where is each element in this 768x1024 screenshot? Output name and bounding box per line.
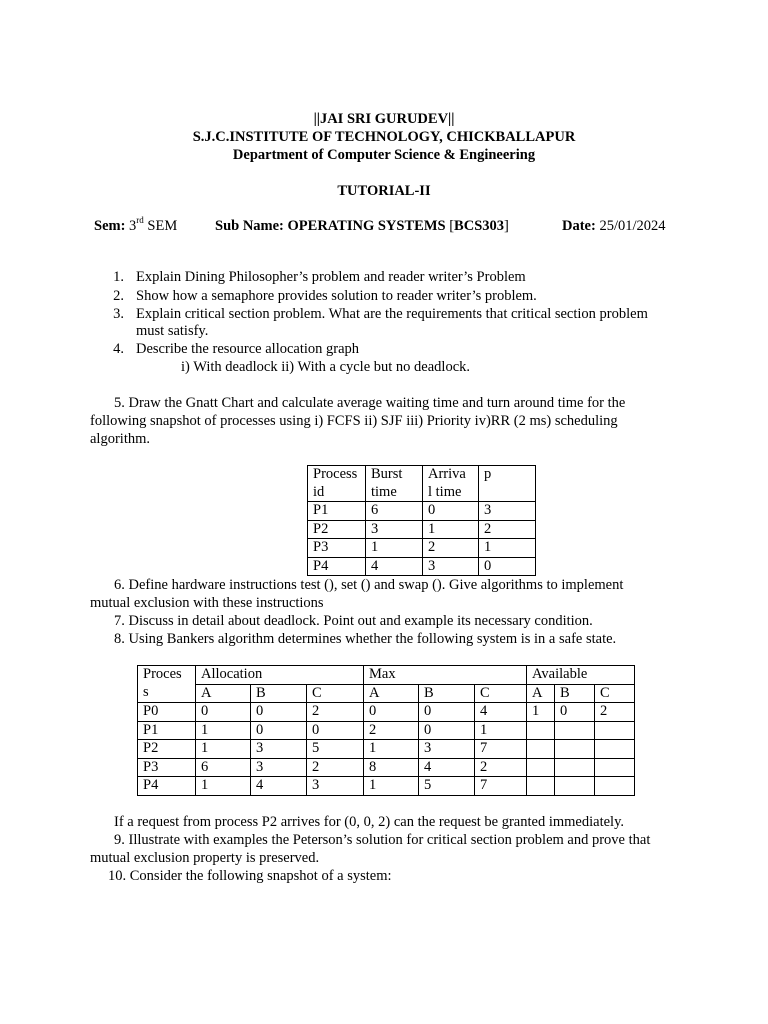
- table-row: P3 1 2 1: [308, 539, 536, 558]
- q9-line1: 9. Illustrate with examples the Peterson’s solution for critical section problem and prove that: [114, 832, 651, 848]
- header-cell: Available: [527, 666, 635, 685]
- list-item-sub: i) With deadlock ii) With a cycle but no deadlock.: [181, 359, 471, 375]
- q9-line2: mutual exclusion property is preserved.: [90, 850, 320, 866]
- date-label: Date:: [562, 218, 596, 234]
- subject-code: BCS303: [454, 218, 505, 234]
- table-row: P4 4 3 0: [308, 557, 536, 576]
- sem-number: 3: [129, 218, 137, 234]
- header-cell: Allocation: [196, 666, 364, 685]
- header-cell: Proces s: [138, 666, 196, 703]
- q7-text: 7. Discuss in detail about deadlock. Point out and example its necessary condition.: [114, 613, 593, 629]
- subject-info: [215, 217, 509, 235]
- semester-info: [94, 217, 177, 235]
- header-cell: p: [479, 466, 536, 502]
- table-row: P1 6 0 3: [308, 502, 536, 521]
- department-name: Department of Computer Science & Engineering: [232, 147, 536, 163]
- table-row: P3 6 3 2 8 4 2: [138, 758, 635, 777]
- header-cell: Arriva l time: [423, 466, 479, 502]
- q5-line1: 5. Draw the Gnatt Chart and calculate average waiting time and turn around time for the: [114, 395, 626, 411]
- header-cell: Process id: [308, 466, 366, 502]
- table-row: P2 3 1 2: [308, 520, 536, 539]
- request-question: If a request from process P2 arrives for (0, 0, 2) can the request be granted immediately.: [114, 814, 624, 830]
- table-header-row: [138, 666, 635, 685]
- subject-label: Sub Name: OPERATING SYSTEMS: [215, 218, 446, 234]
- sem-superscript: rd: [136, 215, 144, 226]
- header-cell: Burst time: [366, 466, 423, 502]
- date-value: 25/01/2024: [595, 218, 666, 234]
- table-row: P0 0 0 2 0 0 4 1 0 2: [138, 703, 635, 722]
- date-info: [562, 217, 666, 235]
- subject-code-close: ]: [504, 218, 509, 234]
- table-header-row: [308, 466, 536, 502]
- q8-text: 8. Using Bankers algorithm determines whether the following system is in a safe state.: [114, 631, 617, 647]
- sem-suffix: SEM: [143, 218, 178, 234]
- table-row: P1 1 0 0 2 0 1: [138, 721, 635, 740]
- table-subheader-row: A B C A B C A B C: [138, 684, 635, 703]
- tutorial-title: TUTORIAL-II: [337, 183, 431, 199]
- subject-code-open: [: [445, 218, 455, 234]
- document-page: ||JAI SRI GURUDEV|| S.J.C.INSTITUTE OF TECHNOLOGY, CHICKBALLAPUR Department of Computer Science & Engineering TUTORIAL-II Sem: 3rd SEM Sub Name: OPERATING SYSTEMS [BCS303] Date: 25/01/2024 1. Explain Dining Philosopher’s problem and reader writer’s Problem 2. Show how a semaphore provides solution to reader writer’s problem. 3. Explain critical section problem. What are the requirements that critical section problem must satisfy. 4. Describe the resource allocation graph i) With deadlock ii) With a cycle but no deadlock. 5. Draw the Gnatt Chart and calculate average waiting time and turn around time for the following snapshot of processes using i) FCFS ii) SJF iii) Priority iv)RR (2 ms) scheduling algorithm. Process id Burst time Arriva l time p P1 6 0 3 P2 3 1 2 P3 1 2 1 P4 4 3 0 6. Define hardware instructions test (), set () and swap (). Give algorithms to implement mutual exclusion with these instructions 7. Discuss in detail about deadlock. Point out and example its necessary condition. 8. Using Bankers algorithm determines whether the following system is in a safe state. Proces s Allocation Max Available A B C A B C A B C P0 0 0 2 0 0 4 1 0 2 P1 1 0 0 2 0 1 P2 1 3 5 1 3 7 P3 6 3 2 8 4 2 P4 1 4 3 1 5 7 If a request from process P2 arrives for (0, 0, 2) can the request be granted immediately. 9. Illustrate with examples the Peterson’s solution for critical section problem and prove that mutual exclusion property is preserved. 10. Consider the following snapshot of a system:: [0, 0, 768, 1024]
- table-row: P4 1 4 3 1 5 7: [138, 777, 635, 796]
- q10-text: 10. Consider the following snapshot of a system:: [108, 868, 392, 884]
- institute-name: S.J.C.INSTITUTE OF TECHNOLOGY, CHICKBALLAPUR: [192, 129, 576, 145]
- q5-line2: following snapshot of processes using i) FCFS ii) SJF iii) Priority iv)RR (2 ms) scheduling: [90, 413, 618, 429]
- table-row: P2 1 3 5 1 3 7: [138, 740, 635, 759]
- q6-line2: mutual exclusion with these instructions: [90, 595, 324, 611]
- sem-label: Sem:: [94, 218, 126, 234]
- header-cell: Max: [364, 666, 527, 685]
- motto: ||JAI SRI GURUDEV||: [313, 111, 455, 127]
- process-table: [307, 465, 536, 576]
- q5-line3: algorithm.: [90, 431, 151, 447]
- q6-line1: 6. Define hardware instructions test (), set () and swap (). Give algorithms to implement: [114, 577, 624, 593]
- bankers-table: [137, 665, 635, 796]
